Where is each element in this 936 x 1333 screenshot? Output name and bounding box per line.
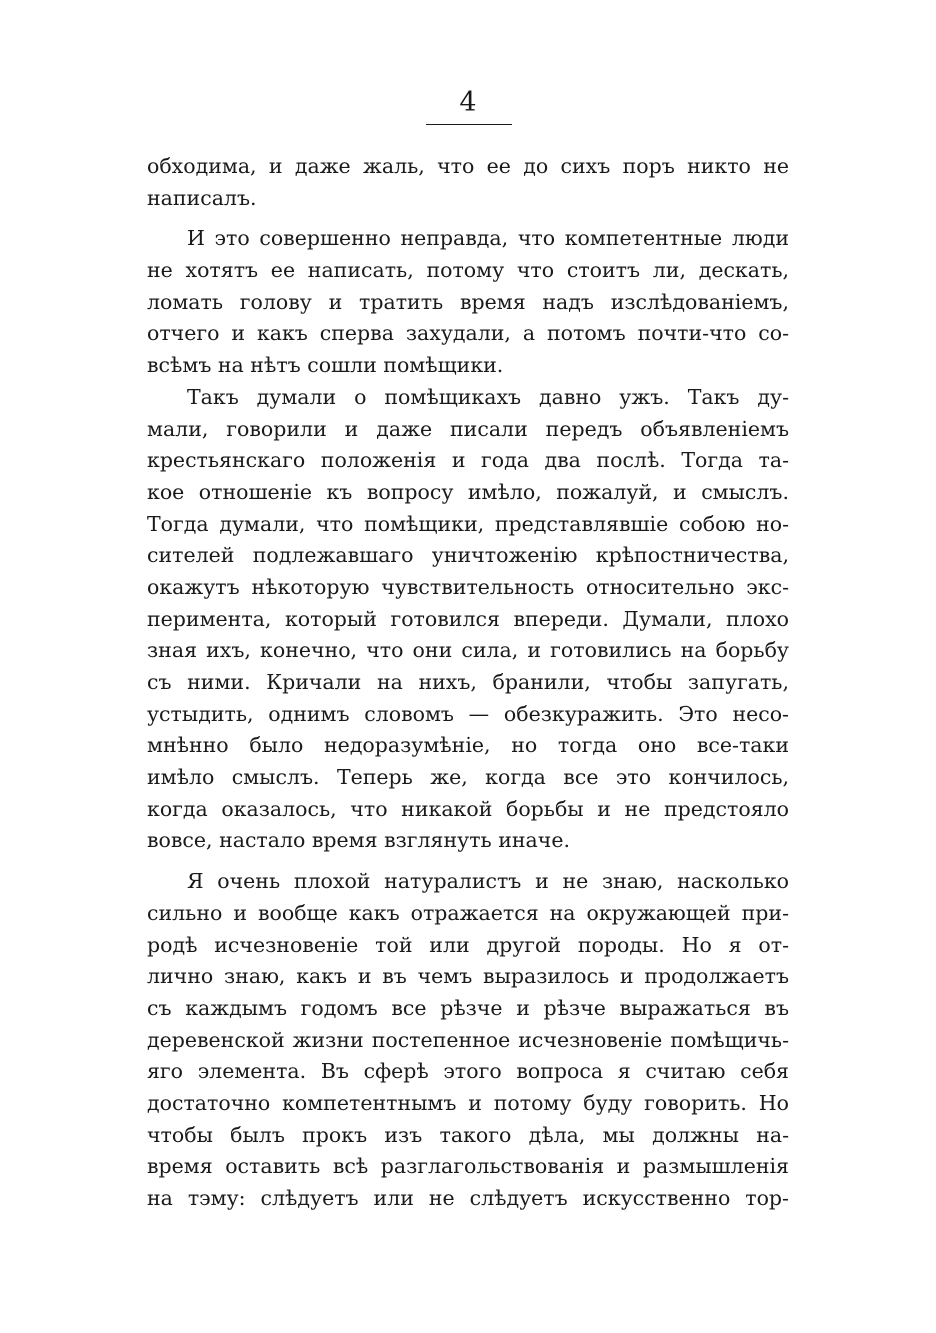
text-line: мнѣнно было недоразумѣніе, но тогда оно все-таки <box>147 733 789 758</box>
text-line: вовсе, настало время взглянуть иначе. <box>147 828 570 853</box>
text-line: перимента, который готовился впереди. Думали, плохо <box>147 606 789 631</box>
text-line: съ каждымъ годомъ все рѣзче и рѣзче выражаться въ <box>147 995 789 1020</box>
text-line: на тэму: слѣдуетъ или не слѣдуетъ искусственно тор- <box>147 1186 789 1210</box>
text-line: достаточно компетентнымъ и потому буду говорить. Но <box>147 1090 789 1115</box>
page-number-rule <box>426 124 512 125</box>
text-line: мали, говорили и даже писали передъ объявленіемъ <box>147 416 789 441</box>
text-line: крестьянскаго положенія и года два послѣ. Тогда та- <box>147 448 789 473</box>
paragraph-gap <box>147 214 789 223</box>
text-line: имѣло смыслъ. Теперь же, когда все это кончилось, <box>147 765 789 790</box>
text-line: когда оказалось, что никакой борьбы и не предстояло <box>147 796 789 821</box>
text-line: обходима, и даже жаль, что ее до сихъ поръ никто не <box>147 154 789 178</box>
text-line: устыдить, однимъ словомъ — обезкуражить. Это несо- <box>147 701 789 726</box>
paragraph-gap <box>147 857 789 866</box>
text-line: сильно и вообще какъ отражается на окружающей при- <box>147 900 789 925</box>
text-line: всѣмъ на нѣтъ сошли помѣщики. <box>147 353 504 378</box>
body-text <box>147 151 789 1215</box>
text-line: кое отношеніе къ вопросу имѣло, пожалуй, и смыслъ. <box>147 479 789 504</box>
text-line: яго элемента. Въ сферѣ этого вопроса я считаю себя <box>147 1059 789 1084</box>
text-line: не хотятъ ее написать, потому что стоитъ ли, дескать, <box>147 258 789 283</box>
text-line: Тогда думали, что помѣщики, представлявшіе собою но- <box>147 511 789 536</box>
text-line: родѣ исчезновеніе той или другой породы. Но я от- <box>147 932 789 957</box>
text-line: И это совершенно неправда, что компетентные люди <box>187 226 789 251</box>
text-line: отчего и какъ сперва захудали, а потомъ почти-что со- <box>147 321 789 346</box>
text-line: чтобы былъ прокъ изъ такого дѣла, мы должны на- <box>147 1122 789 1147</box>
text-line: время оставить всѣ разглагольствованія и размышленія <box>147 1154 789 1179</box>
text-line: ломать голову и тратить время надъ изслѣдованіемъ, <box>147 289 789 314</box>
text-line: Я очень плохой натуралистъ и не знаю, насколько <box>187 869 789 894</box>
text-line: съ ними. Кричали на нихъ, бранили, чтобы запугать, <box>147 670 789 694</box>
text-line: лично знаю, какъ и въ чемъ выразилось и продолжаетъ <box>147 964 789 989</box>
text-line: зная ихъ, конечно, что они сила, и готовились на борьбу <box>147 638 789 663</box>
text-line: деревенской жизни постепенное исчезновеніе помѣщичь- <box>147 1027 789 1052</box>
text-line: написалъ. <box>147 185 257 210</box>
text-line: Такъ думали о помѣщикахъ давно ужъ. Такъ ду- <box>187 384 789 409</box>
text-line: сителей подлежавшаго уничтоженію крѣпостничества, <box>147 543 789 568</box>
page-number: 4 <box>459 87 477 118</box>
text-line: окажутъ нѣкоторую чувствительность относительно экс- <box>147 574 789 599</box>
